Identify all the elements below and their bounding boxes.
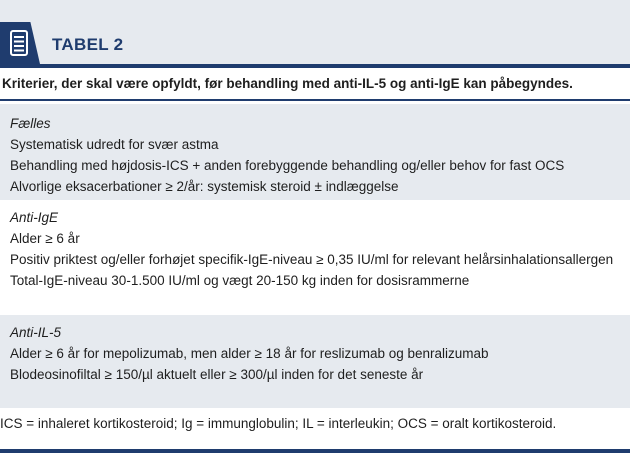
criterion-line: Blodeosinofiltal ≥ 150/µl aktuelt eller ≥ 300/µl inden for det seneste år	[10, 367, 424, 382]
criterion-line: Behandling med højdosis-ICS + anden forebyggende behandling og/eller behov for fast OCS	[10, 158, 565, 173]
section-anti-ige	[0, 200, 630, 315]
criterion-line: Alder ≥ 6 år for mepolizumab, men alder ≥ 18 år for reslizumab og benralizumab	[10, 346, 489, 361]
table-title: TABEL 2	[52, 35, 124, 54]
document-list-icon	[10, 30, 28, 56]
table-caption: Kriterier, der skal være opfyldt, før behandling med anti-IL-5 og anti-IgE kan påbegyndes.	[2, 76, 573, 91]
section-title: Fælles	[10, 116, 51, 131]
criterion-line: Alvorlige eksacerbationer ≥ 2/år: systemisk steroid ± indlæggelse	[10, 179, 399, 194]
caption-divider	[0, 99, 630, 101]
header-tab	[0, 22, 40, 64]
section-title: Anti-IgE	[10, 210, 59, 225]
footer-divider	[0, 449, 630, 453]
criterion-line: Alder ≥ 6 år	[10, 231, 80, 246]
section-anti-il-5	[0, 315, 630, 408]
criterion-line: Positiv priktest og/eller forhøjet specifik-IgE-niveau ≥ 0,35 IU/ml for relevant helårsinhalationsallergen	[10, 252, 614, 267]
criterion-line: Total-IgE-niveau 30-1.500 IU/ml og vægt 20-150 kg inden for dosisrammerne	[10, 273, 470, 288]
abbreviations-footnote: ICS = inhaleret kortikosteroid; Ig = immunglobulin; IL = interleukin; OCS = oralt kortikosteroid.	[0, 416, 557, 431]
header-divider	[0, 64, 630, 68]
section-faelles	[0, 104, 630, 200]
criterion-line: Systematisk udredt for svær astma	[10, 137, 219, 152]
section-title: Anti-IL-5	[10, 325, 62, 340]
table-header-band	[0, 0, 630, 68]
